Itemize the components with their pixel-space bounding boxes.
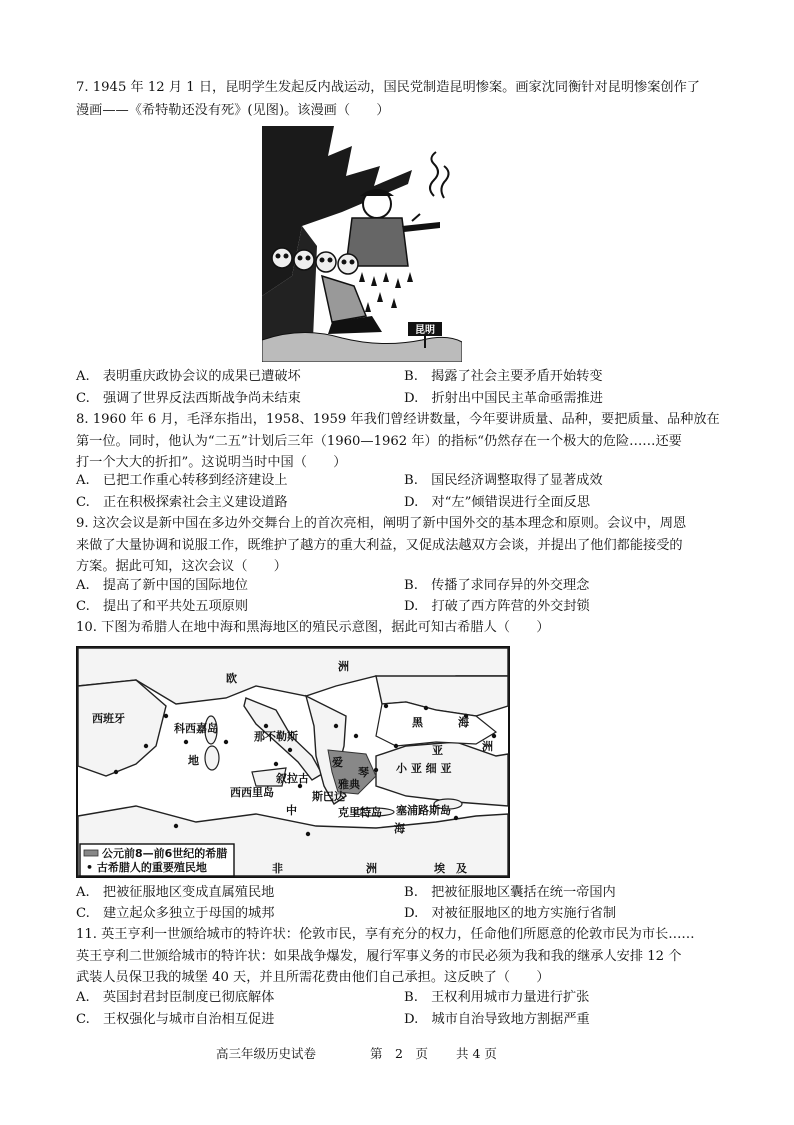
q11-stem-line3: 武装人员保卫我的城堡 40 天，并且所需花费由他们自己承担。这反映了（ ） — [76, 970, 550, 985]
q9-option-c[interactable]: C. 提出了和平共处五项原则 — [76, 599, 249, 614]
map-label-naples: 那不勒斯 — [254, 730, 298, 743]
q7-stem-line2: 漫画——《希特勒还没有死》(见图)。该漫画（ ） — [76, 103, 390, 118]
q11-option-c[interactable]: C. 王权强化与城市自治相互促进 — [76, 1012, 275, 1027]
map-label-europe-1: 欧 — [226, 672, 237, 685]
map-label-ai: 爱 — [332, 756, 343, 769]
q9-stem-line2: 来做了大量协调和说服工作，既维护了越方的重大利益，又促成法越双方会谈，并提出了他们都能接受的 — [76, 538, 683, 553]
greek-colonies-map — [76, 646, 510, 878]
map-label-asia-1: 亚 — [432, 744, 443, 757]
map-label-spain: 西班牙 — [92, 712, 125, 725]
q8-stem-line2: 第一位。同时，他认为“二五”计划后三年（1960—1962 年）的指标“仍然存在一个极大的危险……还要 — [76, 434, 682, 449]
cartoon-hitler-not-dead — [262, 126, 462, 362]
map-label-crete: 克里特岛 — [338, 806, 382, 819]
q7-option-a[interactable]: A. 表明重庆政协会议的成果已遭破坏 — [76, 369, 301, 384]
map-label-egypt: 埃 及 — [434, 862, 467, 875]
map-label-africa-2: 洲 — [366, 862, 377, 875]
map-label-sparta: 斯巴达 — [312, 790, 345, 803]
q8-option-c[interactable]: C. 正在积极探索社会主义建设道路 — [76, 495, 288, 510]
map-label-africa-1: 非 — [272, 862, 283, 875]
footer-paper-title: 高三年级历史试卷 — [216, 1046, 317, 1061]
q8-stem-line3: 打一个大大的折扣”。这说明当时中国（ ） — [76, 455, 347, 470]
q10-option-d[interactable]: D. 对被征服地区的地方实施行省制 — [404, 906, 617, 921]
q11-option-b[interactable]: B. 王权利用城市力量进行扩张 — [404, 990, 590, 1005]
q9-stem-line3: 方案。据此可知，这次会议（ ） — [76, 559, 287, 574]
cartoon-sign-label: 昆明 — [415, 325, 435, 336]
q9-option-b[interactable]: B. 传播了求同存异的外交理念 — [404, 578, 590, 593]
q11-option-a[interactable]: A. 英国封君封臣制度已彻底解体 — [76, 990, 275, 1005]
q9-option-a[interactable]: A. 提高了新中国的国际地位 — [76, 578, 248, 593]
map-label-sicily: 西西里岛 — [230, 786, 274, 799]
map-label-asia-minor: 小 亚 细 亚 — [396, 762, 452, 775]
map-label-cyprus: 塞浦路斯岛 — [396, 804, 451, 817]
q10-option-a[interactable]: A. 把被征服地区变成直属殖民地 — [76, 885, 275, 900]
legend-hatch-swatch — [84, 850, 98, 856]
q10-stem-line1: 10. 下图为希腊人在地中海和黑海地区的殖民示意图，据此可知古希腊人（ ） — [76, 620, 550, 635]
q7-stem-line1: 7. 1945 年 12 月 1 日，昆明学生发起反内战运动，国民党制造昆明惨案。画家沈同衡针对昆明惨案创作了 — [76, 80, 700, 95]
q10-option-c[interactable]: C. 建立起众多独立于母国的城邦 — [76, 906, 275, 921]
legend-colonies: • 古希腊人的重要殖民地 — [86, 861, 207, 874]
q8-option-a[interactable]: A. 已把工作重心转移到经济建设上 — [76, 473, 288, 488]
map-label-di: 地 — [188, 754, 199, 767]
q11-stem-line2: 英王亨利二世颁给城市的特许状：如果战争爆发，履行军事义务的市民必须为我和我的继承人安排 12 个 — [76, 949, 682, 964]
q11-stem-line1: 11. 英王亨利一世颁给城市的特许状：伦敦市民，享有充分的权力，任命他们所愿意的伦敦市民为市长…… — [76, 927, 695, 942]
footer-total-pages: 共 4 页 — [456, 1046, 497, 1061]
map-label-athens: 雅典 — [338, 778, 360, 791]
q9-stem-line1: 9. 这次会议是新中国在多边外交舞台上的首次亮相，阐明了新中国外交的基本理念和原则。会议中，周恩 — [76, 516, 687, 531]
q9-option-d[interactable]: D. 打破了西方阵营的外交封锁 — [404, 599, 590, 614]
map-label-hai: 海 — [394, 822, 405, 835]
q8-option-b[interactable]: B. 国民经济调整取得了显著成效 — [404, 473, 603, 488]
map-label-corsica: 科西嘉岛 — [174, 722, 218, 735]
map-label-syracuse: 叙拉古 — [276, 772, 309, 785]
q11-option-d[interactable]: D. 城市自治导致地方割据严重 — [404, 1012, 590, 1027]
q10-option-b[interactable]: B. 把被征服地区囊括在统一帝国内 — [404, 885, 616, 900]
legend-greek-homeland: 公元前8—前6世纪的希腊 — [102, 847, 228, 860]
map-label-zhong: 中 — [286, 804, 297, 817]
map-label-qin: 琴 — [358, 766, 369, 779]
map-label-blacksea-1: 黑 — [412, 716, 423, 729]
q8-stem-line1: 8. 1960 年 6 月，毛泽东指出，1958、1959 年我们曾经讲数量，今年要讲质量、品种，要把质量、品种放在 — [76, 412, 720, 427]
q8-option-d[interactable]: D. 对“左”倾错误进行全面反思 — [404, 495, 591, 510]
map-label-blacksea-2: 海 — [458, 716, 469, 729]
q7-option-b[interactable]: B. 揭露了社会主要矛盾开始转变 — [404, 369, 603, 384]
q7-option-c[interactable]: C. 强调了世界反法西斯战争尚未结束 — [76, 391, 301, 406]
footer-page-number: 第 2 页 — [370, 1046, 428, 1061]
map-label-europe-2: 洲 — [338, 660, 349, 673]
map-label-asia-2: 洲 — [482, 740, 493, 753]
q7-option-d[interactable]: D. 折射出中国民主革命亟需推进 — [404, 391, 603, 406]
